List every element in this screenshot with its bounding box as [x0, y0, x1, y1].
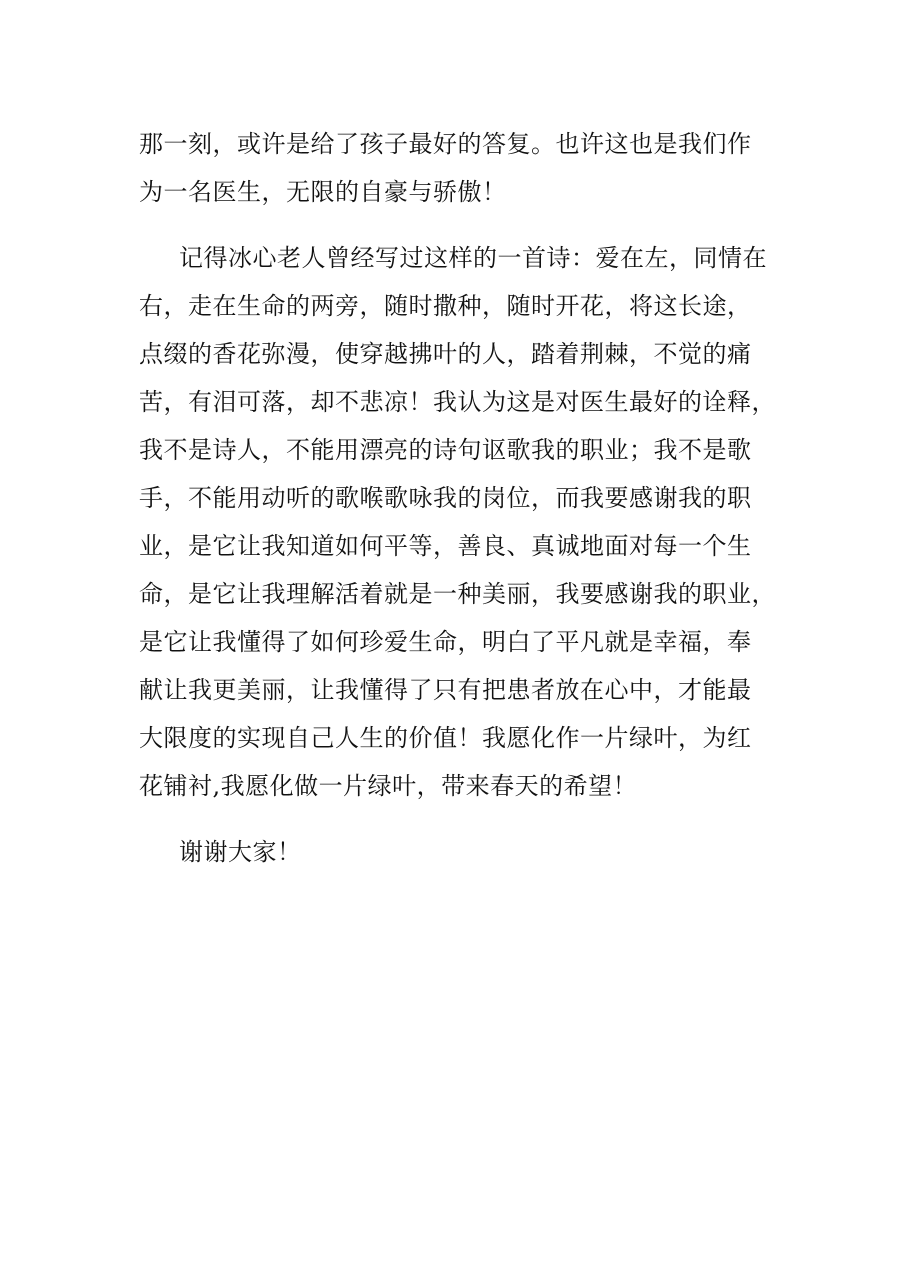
text-line: 那一刻，或许是给了孩子最好的答复。也许这也是我们作	[139, 130, 752, 158]
text-line: 苦，有泪可落，却不悲凉！我认为这是对医生最好的诠释，	[139, 388, 776, 416]
paragraph-spacer	[139, 216, 779, 234]
text-line: 右，走在生命的两旁，随时撒种，随时开花，将这长途，	[139, 292, 752, 320]
paragraph-thanks	[139, 828, 779, 876]
text-line: 命，是它让我理解活着就是一种美丽，我要感谢我的职业，	[139, 580, 776, 608]
text-line: 大限度的实现自己人生的价值！我愿化作一片绿叶，为红	[139, 724, 752, 752]
paragraph-bing-xin-poem	[139, 234, 779, 810]
paragraph-spacer	[139, 810, 779, 828]
text-line: 手，不能用动听的歌喉歌咏我的岗位，而我要感谢我的职	[139, 484, 752, 512]
text-line: 是它让我懂得了如何珍爱生命，明白了平凡就是幸福，奉	[139, 628, 752, 656]
text-line: 点缀的香花弥漫，使穿越拂叶的人，踏着荆棘，不觉的痛	[139, 340, 752, 368]
text-line: 记得冰心老人曾经写过这样的一首诗：爱在左，同情在	[179, 244, 767, 272]
text-line: 花铺衬,我愿化做一片绿叶，带来春天的希望！	[139, 772, 638, 800]
paragraph-closing-reflection	[139, 120, 779, 216]
text-line: 为一名医生，无限的自豪与骄傲！	[139, 178, 507, 206]
text-line: 我不是诗人，不能用漂亮的诗句讴歌我的职业；我不是歌	[139, 436, 752, 464]
text-line: 献让我更美丽，让我懂得了只有把患者放在心中，才能最	[139, 676, 752, 704]
document-body	[139, 120, 779, 876]
text-line: 业，是它让我知道如何平等，善良、真诚地面对每一个生	[139, 532, 752, 560]
text-line: 谢谢大家！	[179, 838, 302, 866]
